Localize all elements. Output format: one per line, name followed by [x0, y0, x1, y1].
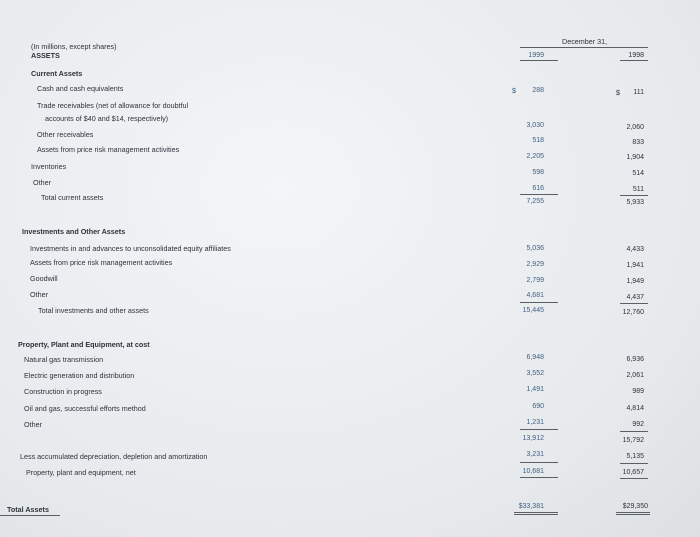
price-risk-1999: 2,205	[526, 153, 544, 160]
construction-1998: 989	[632, 388, 644, 395]
total-assets-underline	[0, 515, 60, 516]
current-rule-1999	[520, 194, 558, 195]
inv-price-risk-1998: 1,941	[626, 262, 644, 269]
col-rule-1998	[620, 60, 648, 61]
inv-other-1999: 4,681	[526, 292, 544, 299]
ppe-other-1998: 992	[632, 421, 644, 428]
oil-gas-1998: 4,814	[626, 405, 644, 412]
depreciation-label: Less accumulated depreciation, depletion and amortization	[20, 452, 208, 461]
period-heading: December 31,	[562, 37, 608, 46]
col-header-1998: 1998	[628, 52, 644, 59]
ppe-rule-1999	[520, 429, 558, 430]
other-receivables-1998: 833	[632, 139, 644, 146]
goodwill-label: Goodwill	[30, 274, 58, 283]
trade-1999: 3,030	[526, 122, 544, 129]
goodwill-1999: 2,799	[526, 277, 544, 284]
current-other-1998: 511	[632, 186, 644, 193]
current-assets-title: Current Assets	[31, 69, 83, 78]
equity-affiliates-label: Investments in and advances to unconsolidated equity affiliates	[30, 244, 231, 253]
ppe-other-label: Other	[24, 420, 42, 429]
price-risk-1998: 1,904	[626, 154, 644, 161]
depreciation-1999: 3,231	[526, 451, 544, 458]
trade-label-2: accounts of $40 and $14, respectively)	[45, 114, 169, 123]
cash-1999: 288	[532, 87, 544, 94]
total-investments-1999: 15,445	[522, 307, 544, 314]
total-investments-1998: 12,760	[622, 309, 644, 316]
trade-1998: 2,060	[626, 124, 644, 131]
inventories-1998: 514	[632, 170, 644, 177]
total-current-assets-1999: 7,255	[526, 198, 544, 205]
ppe-subtotal-1999: 13,912	[522, 435, 544, 442]
ppe-other-1999: 1,231	[526, 419, 544, 426]
equity-affiliates-1998: 4,433	[626, 246, 644, 253]
oil-gas-label: Oil and gas, successful efforts method	[24, 404, 146, 413]
units-note: (In millions, except shares)	[31, 42, 117, 51]
ppe-net-1999: 10,681	[522, 468, 544, 475]
depreciation-1998: 5,135	[626, 453, 644, 460]
current-other-label: Other	[33, 178, 51, 187]
inv-rule-1998	[620, 303, 648, 304]
other-receivables-label: Other receivables	[37, 130, 94, 139]
total-current-assets-1998: 5,933	[626, 199, 644, 206]
gas-transmission-1998: 6,936	[626, 356, 644, 363]
col-rule-1999	[520, 60, 558, 61]
gas-transmission-label: Natural gas transmission	[24, 355, 104, 364]
total-assets-1998: $29,350	[622, 503, 648, 510]
total-assets-double-rule-1999	[514, 512, 558, 515]
inventories-1999: 598	[532, 169, 544, 176]
price-risk-label: Assets from price risk management activities	[37, 145, 180, 154]
cash-1998: 111	[633, 89, 644, 96]
ppe-subtotal-1998: 15,792	[622, 437, 644, 444]
goodwill-1998: 1,949	[626, 278, 644, 285]
ppe-title: Property, Plant and Equipment, at cost	[18, 340, 150, 349]
investments-title: Investments and Other Assets	[22, 227, 126, 236]
net-rule-1998	[620, 478, 648, 479]
inventories-label: Inventories	[31, 162, 67, 171]
cash-dollar-1998: $	[616, 88, 620, 97]
electric-1998: 2,061	[626, 372, 644, 379]
ppe-net-label: Property, plant and equipment, net	[26, 468, 136, 477]
other-receivables-1999: 518	[532, 137, 544, 144]
period-rule	[520, 47, 648, 48]
depr-rule-1998	[620, 463, 648, 464]
inv-price-risk-label: Assets from price risk management activities	[30, 258, 173, 267]
electric-1999: 3,552	[526, 370, 544, 377]
total-assets-double-rule-1998	[616, 512, 650, 515]
inv-other-label: Other	[30, 290, 48, 299]
depr-rule-1999	[520, 462, 558, 463]
electric-label: Electric generation and distribution	[24, 371, 135, 380]
trade-label-1: Trade receivables (net of allowance for doubtful	[37, 101, 189, 110]
cash-dollar-1999: $	[512, 86, 516, 95]
cash-label: Cash and cash equivalents	[37, 84, 124, 93]
total-current-assets-label: Total current assets	[41, 193, 104, 202]
equity-affiliates-1999: 5,036	[526, 245, 544, 252]
ppe-rule-1998	[620, 431, 648, 432]
current-other-1999: 616	[532, 185, 544, 192]
inv-price-risk-1999: 2,929	[526, 261, 544, 268]
assets-title: ASSETS	[31, 51, 60, 60]
total-investments-label: Total investments and other assets	[38, 306, 149, 315]
total-assets-label: Total Assets	[7, 505, 49, 514]
construction-1999: 1,491	[526, 386, 544, 393]
oil-gas-1999: 690	[532, 403, 544, 410]
inv-other-1998: 4,437	[626, 294, 644, 301]
construction-label: Construction in progress	[24, 387, 102, 396]
gas-transmission-1999: 6,948	[526, 354, 544, 361]
col-header-1999: 1999	[528, 52, 544, 59]
inv-rule-1999	[520, 302, 558, 303]
total-assets-1999: $33,381	[518, 503, 544, 510]
current-rule-1998	[620, 195, 648, 196]
net-rule-1999	[520, 477, 558, 478]
ppe-net-1998: 10,657	[622, 469, 644, 476]
